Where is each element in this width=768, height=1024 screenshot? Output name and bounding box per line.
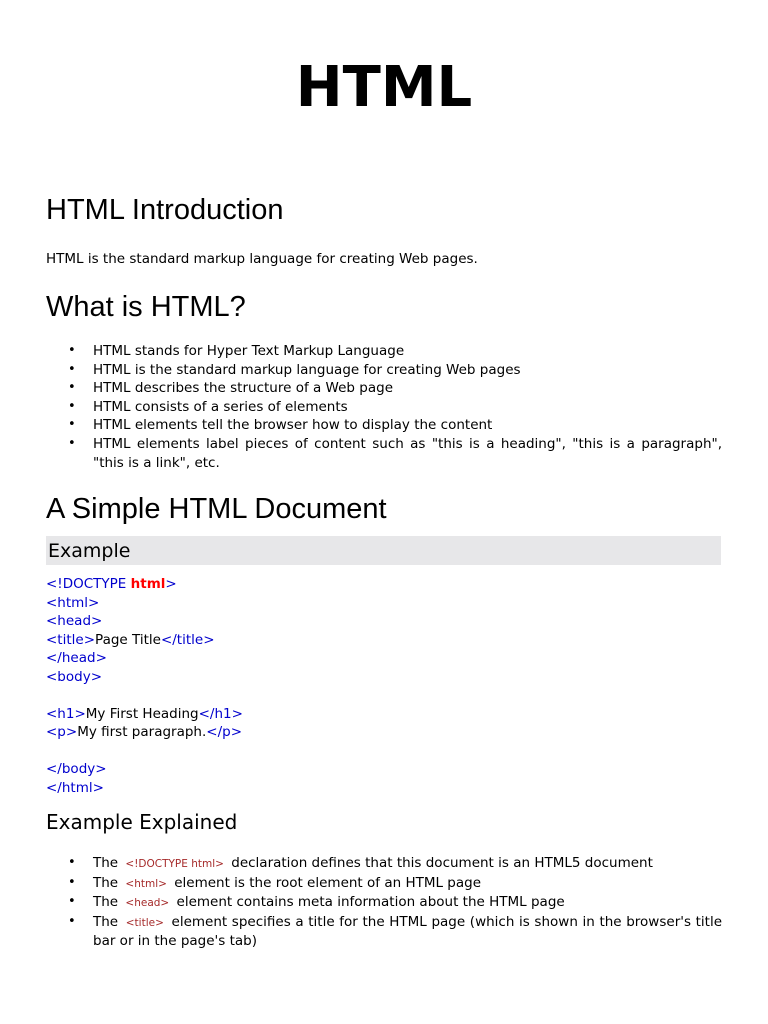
code-token: </head> [46, 650, 107, 666]
list-item-text: element contains meta information about the HTML page [176, 894, 565, 911]
intro-heading: HTML Introduction [46, 194, 284, 226]
code-line-blank [46, 742, 243, 761]
inline-code: <!DOCTYPE html> [125, 858, 224, 870]
example-label: Example [48, 540, 131, 562]
list-item: • HTML is the standard markup language for creating Web pages [46, 361, 722, 380]
code-line-title [46, 631, 243, 650]
list-item: • HTML elements label pieces of content such as "this is a heading", "this is a paragraph", "this is a link", etc. [46, 435, 722, 472]
list-item-prefix: The [93, 874, 119, 891]
simple-doc-heading: A Simple HTML Document [46, 493, 387, 525]
list-item: • HTML describes the structure of a Web page [46, 379, 722, 398]
code-token: <p> [46, 724, 78, 740]
document-title: HTML [295, 55, 473, 120]
code-example [46, 575, 243, 797]
list-item-text: declaration defines that this document is an HTML5 document [231, 855, 653, 871]
code-token: html [130, 576, 166, 592]
code-token: > [165, 576, 177, 592]
code-token: <html> [46, 594, 100, 611]
code-line-p [46, 723, 243, 742]
explained-heading: Example Explained [46, 810, 238, 834]
code-token: <h1> [46, 705, 86, 722]
list-item-prefix: The [93, 913, 119, 930]
intro-paragraph: HTML is the standard markup language for creating Web pages. [46, 251, 478, 267]
code-line-body-close [46, 760, 243, 779]
list-item: • HTML stands for Hyper Text Markup Language [46, 342, 722, 361]
list-item [46, 893, 722, 913]
code-line-blank [46, 686, 243, 705]
code-line-doctype [46, 575, 243, 594]
code-line-body-open [46, 668, 243, 687]
what-is-heading: What is HTML? [46, 291, 246, 323]
code-token: </body> [46, 761, 107, 777]
inline-code: <title> [125, 916, 164, 929]
code-token: <head> [46, 613, 103, 629]
list-item [46, 854, 722, 874]
code-text: Page Title [95, 631, 161, 648]
what-is-list [46, 342, 722, 472]
inline-code: <head> [125, 897, 170, 910]
code-token: </p> [206, 724, 243, 740]
list-item [46, 874, 722, 894]
code-token: <!DOCTYPE [46, 576, 127, 592]
code-token: <title> [46, 631, 96, 648]
code-text: My first paragraph. [77, 724, 207, 740]
explained-list [46, 854, 722, 951]
code-token: </html> [46, 779, 104, 796]
code-text: My First Heading [85, 705, 199, 722]
code-token: <body> [46, 668, 103, 685]
code-line-html-open [46, 594, 243, 613]
list-item-text: element is the root element of an HTML page [174, 874, 482, 891]
list-item-prefix: The [93, 894, 119, 911]
code-line-html-close [46, 779, 243, 798]
list-item-text: element specifies a title for the HTML page (which is shown in the browser's title bar or in the page's tab) [93, 913, 723, 950]
code-token: </title> [160, 631, 215, 648]
list-item [46, 913, 722, 951]
list-item-prefix: The [93, 855, 119, 871]
inline-code: <html> [125, 877, 167, 890]
list-item: • HTML elements tell the browser how to display the content [46, 416, 722, 435]
code-line-h1 [46, 705, 243, 724]
code-line-head-open [46, 612, 243, 631]
code-line-head-close [46, 649, 243, 668]
example-header-bar [46, 536, 721, 565]
list-item: • HTML consists of a series of elements [46, 398, 722, 417]
code-token: </h1> [198, 705, 243, 722]
